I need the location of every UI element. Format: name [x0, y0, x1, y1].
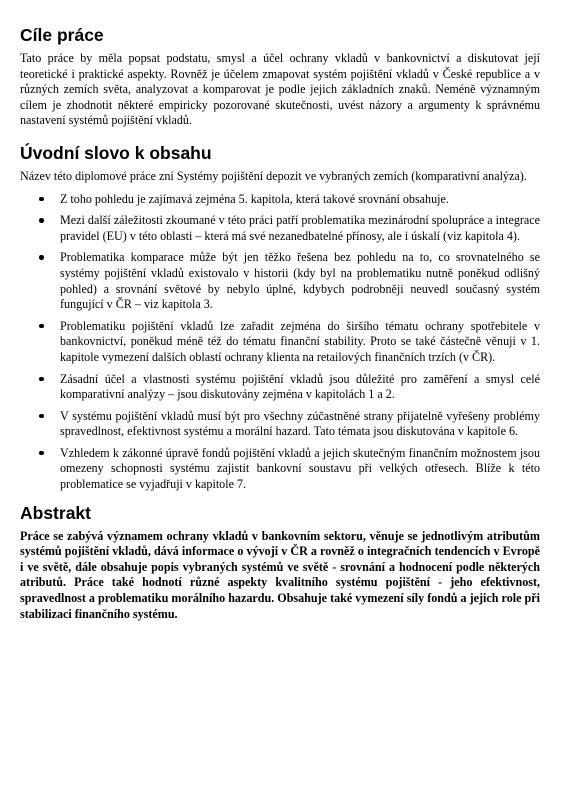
intro-bullet-list	[20, 192, 540, 493]
list-item	[20, 446, 540, 493]
list-item-text: Vzhledem k zákonné úpravě fondů pojištění vkladů a jejich skutečným finančním možnostem jsou omezeny schopnosti systému zajistit bankovní soustavu při velkých otřesech. Blíže k této problematice se vyjadřuji v kapitole 7.	[60, 445, 540, 492]
list-item	[20, 319, 540, 366]
goals-paragraph: Tato práce by měla popsat podstatu, smysl a účel ochrany vkladů v bankovnictví a diskutovat její teoretické i praktické aspekty. Rovněž je účelem zmapovat systém pojištění vkladů v České republice a v různých zemích světa, analyzovat a komparovat je podle jejich základních znaků. Neméně významným cílem je zhodnotit některé empiricky pozorované skutečnosti, uvést názory a argumenty k správnému nastavení systémů pojištění vkladů.	[20, 51, 540, 128]
bullet-icon	[39, 414, 44, 419]
abstract-paragraph: Práce se zabývá významem ochrany vkladů v bankovním sektoru, věnuje se jednotlivým atributům systémů pojištění vkladů, dává informace o vývoji v ČR a rovněž o integračních tendencích v Evropě i ve světě, dále obsahuje popis vybraných systémů ve světě - srovnání a hodnocení podle některých atributů. Práce také hodnotí různé aspekty kvalitního systému pojištění - jeho efektivnost, spravedlnost a problematiku morálního hazardu. Obsahuje také vymezení síly fondů a jejich role při stabilizaci finančního systému.	[20, 528, 540, 621]
list-item	[20, 372, 540, 403]
intro-paragraph: Název této diplomové práce zní Systémy pojištění depozit ve vybraných zemích (komparativní analýza).	[20, 168, 527, 183]
list-item-text: Mezi další záležitosti zkoumané v této práci patří problematika mezinárodní spolupráce a integrace pravidel (EU) v této oblasti – která má své nezanedbatelné přínosy, ale i úskalí (viz kapitola 4).	[60, 213, 540, 243]
list-item	[20, 192, 540, 208]
section-heading-goals: Cíle práce	[20, 25, 104, 45]
bullet-icon	[39, 197, 44, 202]
bullet-icon	[39, 218, 44, 223]
bullet-icon	[39, 255, 44, 260]
list-item	[20, 409, 540, 440]
list-item	[20, 250, 540, 312]
section-heading-abstract: Abstrakt	[20, 502, 91, 523]
list-item	[20, 213, 540, 244]
list-item-text: Problematiku pojištění vkladů lze zařadit zejména do širšího tématu ochrany spotřebitele v bankovnictví, poněkud méně též do tématu finanční stability. Proto se také částečně věnuji v 1. kapitole vymezení dalších oblastí ochrany klienta na retailových finančních trzích (v ČR).	[60, 318, 540, 364]
list-item-text: Z toho pohledu je zajímavá zejména 5. kapitola, která takové srovnání obsahuje.	[60, 191, 449, 206]
section-heading-intro: Úvodní slovo k obsahu	[20, 142, 212, 163]
bullet-icon	[39, 451, 44, 456]
bullet-icon	[39, 377, 44, 382]
list-item-text: Problematika komparace může být jen těžko řešena bez pohledu na to, co srovnatelného se systémy pojištění vkladů existovalo v historii (kdy byl na problematiku nutně poněkud odlišný pohled) a srovnání světové by nebylo úplné, kdybych podrobněji neuvedl současný systém fungující v ČR – viz kapitola 3.	[60, 250, 540, 312]
list-item-text: Zásadní účel a vlastnosti systému pojištění vkladů jsou důležité pro zaměření a smysl celé komparativní analýzy – jsou diskutovány zejména v kapitolách 1 a 2.	[60, 371, 540, 402]
list-item-text: V systému pojištění vkladů musí být pro všechny zúčastněné strany přijatelně vyřešeny problémy spravedlnost, efektivnost systému a morální hazard. Tato témata jsou diskutována v kapitole 6.	[60, 408, 540, 439]
bullet-icon	[39, 324, 44, 329]
